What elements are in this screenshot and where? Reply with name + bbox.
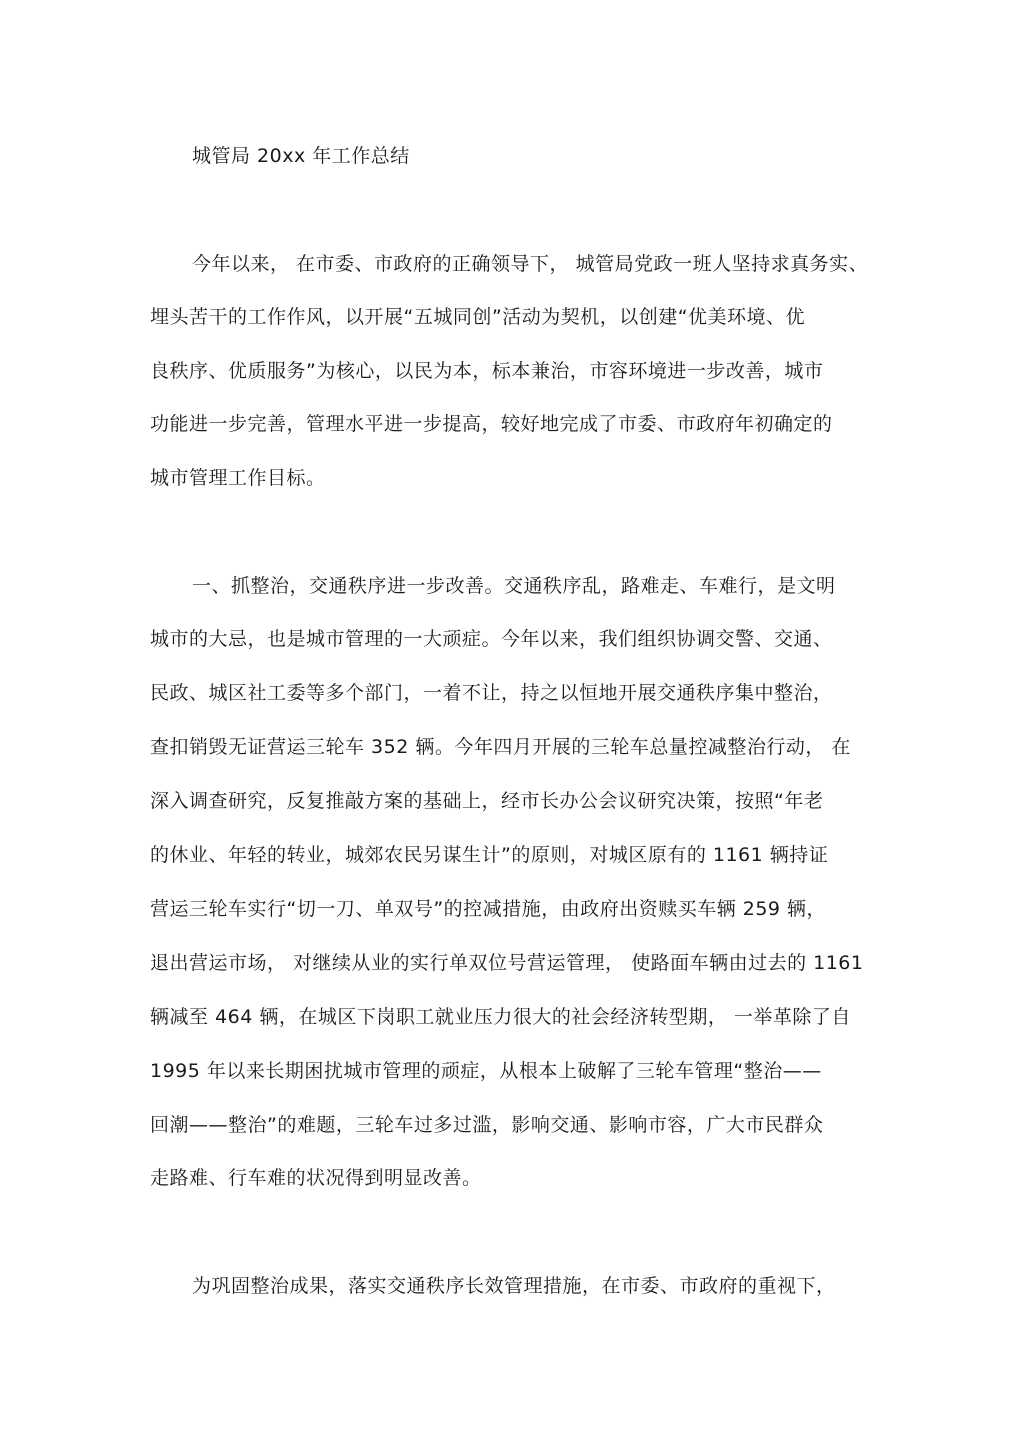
document-title: 城管局 20xx 年工作总结 <box>192 145 410 167</box>
paragraph-line: 走路难、行车难的状况得到明显改善。 <box>150 1167 482 1189</box>
paragraph-line: 退出营运市场， 对继续从业的实行单双位号营运管理， 使路面车辆由过去的 1161 <box>150 952 864 974</box>
paragraph-line: 回潮——整治”的难题，三轮车过多过滥，影响交通、影响市容，广大市民群众 <box>150 1114 824 1136</box>
paragraph-line: 城市的大忌，也是城市管理的一大顽症。今年以来，我们组织协调交警、交通、 <box>150 628 833 650</box>
paragraph-line: 良秩序、优质服务”为核心，以民为本，标本兼治，市容环境进一步改善，城市 <box>150 360 824 382</box>
paragraph-line: 功能进一步完善，管理水平进一步提高，较好地完成了市委、市政府年初确定的 <box>150 413 833 435</box>
paragraph-line: 一、抓整治，交通秩序进一步改善。交通秩序乱，路难走、车难行，是文明 <box>192 575 836 597</box>
paragraph-line: 民政、城区社工委等多个部门，一着不让，持之以恒地开展交通秩序集中整治， <box>150 682 833 704</box>
paragraph-line: 营运三轮车实行“切一刀、单双号”的控减措施，由政府出资赎买车辆 259 辆， <box>150 898 827 920</box>
paragraph-line: 埋头苦干的工作作风，以开展“五城同创”活动为契机，以创建“优美环境、优 <box>150 306 806 328</box>
paragraph-line: 辆减至 464 辆，在城区下岗职工就业压力很大的社会经济转型期， 一举革除了自 <box>150 1006 851 1028</box>
paragraph-line: 深入调查研究，反复推敲方案的基础上，经市长办公会议研究决策，按照“年老 <box>150 790 824 812</box>
paragraph-line: 城市管理工作目标。 <box>150 467 326 489</box>
paragraph-line: 的休业、年轻的转业，城郊农民另谋生计”的原则，对城区原有的 1161 辆持证 <box>150 844 829 866</box>
paragraph-line: 1995 年以来长期困扰城市管理的顽症，从根本上破解了三轮车管理“整治—— <box>150 1060 822 1082</box>
paragraph-line: 查扣销毁无证营运三轮车 352 辆。今年四月开展的三轮车总量控减整治行动， 在 <box>150 736 851 758</box>
paragraph-line: 为巩固整治成果，落实交通秩序长效管理措施，在市委、市政府的重视下， <box>192 1275 836 1297</box>
paragraph-line: 今年以来， 在市委、市政府的正确领导下， 城管局党政一班人坚持求真务实、 <box>192 253 869 275</box>
